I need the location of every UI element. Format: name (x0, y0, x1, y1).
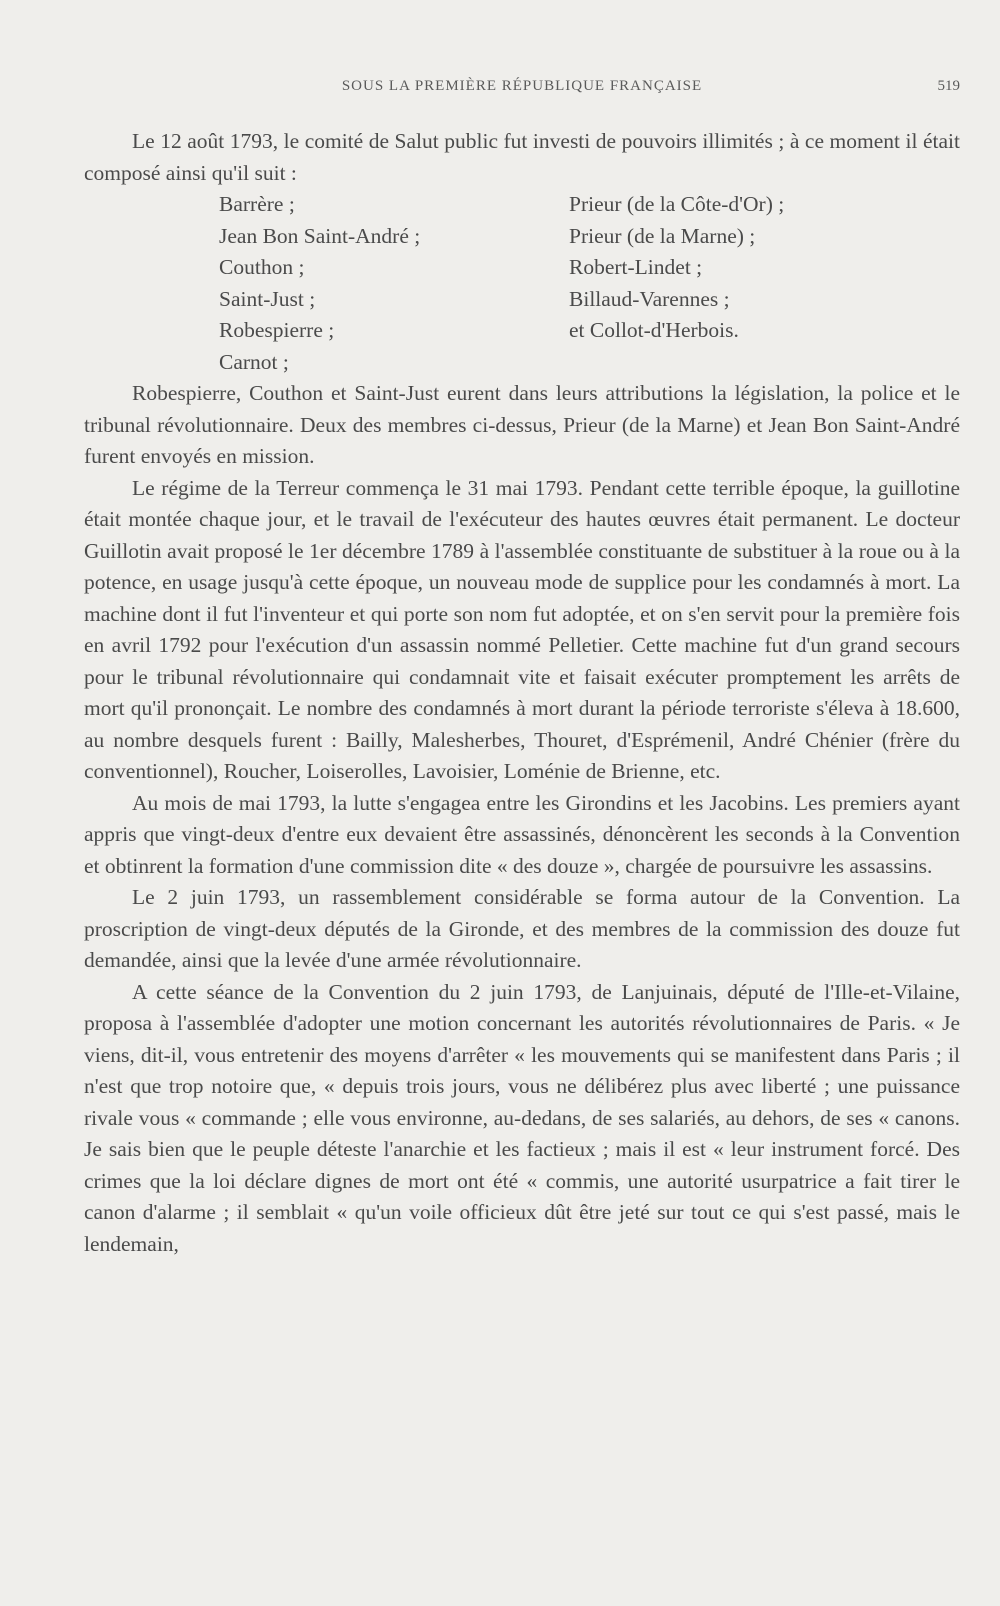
paragraph-attributions: Robespierre, Couthon et Saint-Just eurent dans leurs attributions la législation, la police et le tribunal révolutionnaire. Deux des membres ci-dessus, Prieur (de la Marne) et Jean Bon Saint-André furent envoyés en mission. (84, 381, 960, 468)
member-name: et Collot-d'Herbois. (569, 318, 739, 342)
member-name: Barrère ; (219, 192, 295, 216)
member-name: Carnot ; (219, 349, 289, 374)
paragraph-committee-intro: Le 12 août 1793, le comité de Salut public fut investi de pouvoirs illimités ; à ce moment il était composé ainsi qu'il suit : (84, 129, 960, 185)
member-name: Prieur (de la Marne) ; (569, 223, 756, 248)
member-name: Billaud-Varennes ; (569, 286, 730, 311)
member-name: Jean Bon Saint-André ; (219, 223, 421, 248)
member-name: Prieur (de la Côte-d'Or) ; (569, 192, 785, 216)
running-title: SOUS LA PREMIÈRE RÉPUBLIQUE FRANÇAISE (341, 78, 703, 94)
member-name: Robert-Lindet ; (569, 255, 703, 279)
paragraph-girondins: Au mois de mai 1793, la lutte s'engagea entre les Girondins et les Jacobins. Les premiers ayant appris que vingt-deux d'entre eux devaient être assassinés, dénoncèrent les seconds à la Convention et obtinrent la formation d'une commission dite « des douze », chargée de poursuivre les assassins. (84, 790, 960, 878)
member-name: Saint-Just ; (219, 286, 316, 311)
paragraph-june-2: Le 2 juin 1793, un rassemblement considérable se forma autour de la Convention. La proscription de vingt-deux députés de la Gironde, et des membres de la commission des douze fut demandée, ainsi que la levée d'une armée révolutionnaire. (84, 885, 960, 972)
body-text (84, 126, 960, 1260)
members-left-column (219, 189, 569, 378)
members-right-column (569, 189, 960, 378)
page-number: 519 (937, 78, 960, 94)
member-name: Robespierre ; (219, 318, 335, 342)
paragraph-terror: Le régime de la Terreur commença le 31 mai 1793. Pendant cette terrible époque, la guillotine était montée chaque jour, et le travail de l'exécuteur des hautes œuvres était permanent. Le docteur Guillotin avait proposé le 1er décembre 1789 à l'assemblée constituante de substituer à la roue ou à la potence, en usage jusqu'à cette époque, un nouveau mode de supplice pour les condamnés à mort. La machine dont il fut l'inventeur et qui porte son nom fut adoptée, et on s'en servit pour la première fois en avril 1792 pour l'exécution d'un assassin nommé Pelletier. Cette machine fut d'un grand secours pour le tribunal révolutionnaire qui condamnait vite et faisait exécuter promptement les arrêts de mort qu'il prononçait. Le nombre des condamnés à mort durant la période terroriste s'éleva à 18.600, au nombre desquels furent : Bailly, Malesherbes, Thouret, d'Esprémenil, André Chénier (frère du conventionnel), Roucher, Loiserolles, Lavoisier, Loménie de Brienne, etc. (84, 475, 960, 783)
member-name: Couthon ; (219, 255, 305, 279)
paragraph-lanjuinais: A cette séance de la Convention du 2 juin 1793, de Lanjuinais, député de l'Ille-et-Vilaine, proposa à l'assemblée d'adopter une motion concernant les autorités révolutionnaires de Paris. « Je viens, dit-il, vous entretenir des moyens d'arrêter « les mouvements qui se manifestent dans Paris ; il n'est que trop notoire que, « depuis trois jours, vous ne délibérez plus avec liberté ; une puissance rivale vous « commande ; elle vous environne, au-dedans, de ses salariés, au dehors, de ses « canons. Je sais bien que le peuple déteste l'anarchie et les factieux ; mais il est « leur instrument forcé. Des crimes que la loi déclare dignes de mort ont été « commis, une autorité usurpatrice a fait tirer le canon d'alarme ; il semblait « qu'un voile officieux dût être jeté sur tout ce qui s'est passé, mais le lendemain, (84, 979, 960, 1256)
page-header (84, 78, 960, 102)
committee-members-list (84, 189, 960, 378)
